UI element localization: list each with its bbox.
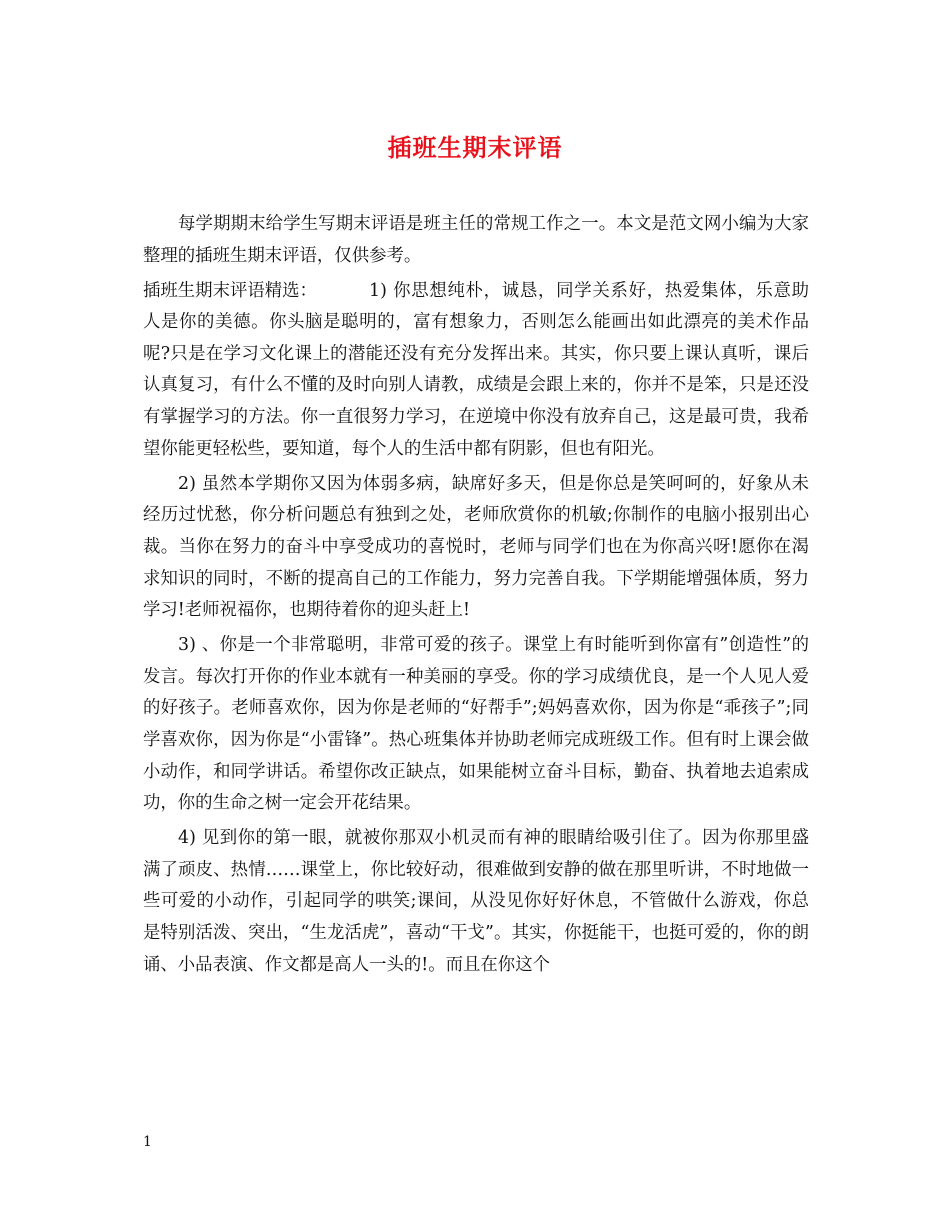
comment-text-1: 1) 你思想纯朴，诚恳，同学关系好，热爱集体，乐意助人是你的美德。你头脑是聪明的，富有想象力，否则怎么能画出如此漂亮的美术作品呢?只是在学习文化课上的潜能还没有充分发挥出来。其实，你只要上课认真听，课后认真复习，有什么不懂的及时向别人请教，成绩是会跟上来的，你并不是笨，只是还没有掌握学习的方法。你一直很努力学习，在逆境中你没有放弃自己，这是最可贵，我希望你能更轻松些，要知道，每个人的生活中都有阴影，但也有阳光。: [143, 280, 809, 459]
intro-paragraph: 每学期期末给学生写期末评语是班主任的常规工作之一。本文是范文网小编为大家整理的插班生期末评语，仅供参考。: [143, 214, 809, 266]
document-title: 插班生期末评语: [387, 133, 563, 162]
document-body: [143, 209, 809, 985]
comment-paragraph-4: 4) 见到你的第一眼，就被你那双小机灵而有神的眼睛给吸引住了。因为你那里盛满了顽皮、热情……课堂上，你比较好动，很难做到安静的做在那里听讲，不时地做一些可爱的小动作，引起同学的哄笑;课间，从没见你好好休息，不管做什么游戏，你总是特别活泼、突出，“生龙活虎”，喜动“干戈”。其实，你挺能干，也挺可爱的，你的朗诵、小品表演、作文都是高人一头的!。而且在你这个: [143, 828, 809, 975]
page-number: 1: [143, 1134, 152, 1150]
comment-paragraph-3: 3) 、你是一个非常聪明，非常可爱的孩子。课堂上有时能听到你富有”创造性”的发言。每次打开你的作业本就有一种美丽的享受。你的学习成绩优良，是一个人见人爱的好孩子。老师喜欢你，因为你是老师的“好帮手”;妈妈喜欢你，因为你是“乖孩子”;同学喜欢你，因为你是“小雷锋”。热心班集体并协助老师完成班级工作。但有时上课会做小动作，和同学讲话。希望你改正缺点，如果能树立奋斗目标，勤奋、执着地去追索成功，你的生命之树一定会开花结果。: [143, 635, 809, 814]
selection-label: 插班生期末评语精选：: [143, 280, 317, 301]
comment-paragraph-2: 2) 虽然本学期你又因为体弱多病，缺席好多天，但是你总是笑呵呵的，好象从未经历过忧愁，你分析问题总有独到之处，老师欣赏你的机敏;你制作的电脑小报别出心裁。当你在努力的奋斗中享受成功的喜悦时，老师与同学们也在为你高兴呀!愿你在渴求知识的同时，不断的提高自己的工作能力，努力完善自我。下学期能增强体质，努力学习!老师祝福你，也期待着你的迎头赶上!: [143, 473, 809, 621]
comment-paragraph-1: [143, 276, 809, 466]
